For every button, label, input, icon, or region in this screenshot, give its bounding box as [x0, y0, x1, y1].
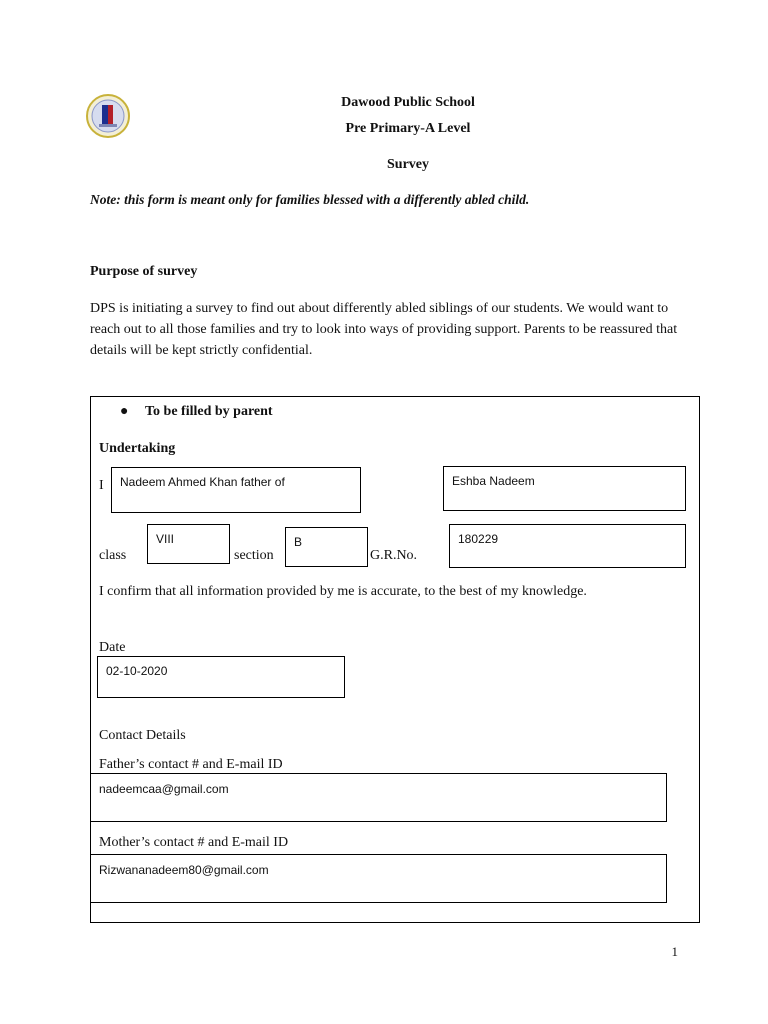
gr-label: G.R.No.	[370, 548, 418, 563]
date-value: 02-10-2020	[106, 664, 168, 678]
mother-contact-field[interactable]	[90, 854, 667, 903]
level-title: Pre Primary-A Level	[345, 121, 471, 136]
mother-contact-value: Rizwananadeem80@gmail.com	[99, 863, 269, 877]
father-contact-label: Father’s contact # and E-mail ID	[99, 757, 283, 772]
father-contact-field[interactable]	[90, 773, 667, 822]
i-label: I	[99, 478, 104, 493]
date-field[interactable]	[97, 656, 345, 698]
section-field[interactable]	[285, 527, 368, 567]
class-value: VIII	[156, 532, 175, 546]
gr-number-value: 180229	[458, 532, 499, 546]
school-name: Dawood Public School	[341, 95, 475, 110]
class-label: class	[99, 548, 127, 563]
doc-type-title: Survey	[387, 157, 429, 172]
page-number: 1	[671, 944, 678, 959]
child-name-value: Eshba Nadeem	[452, 474, 535, 488]
gr-number-field[interactable]	[449, 524, 686, 568]
undertaking-title: Undertaking	[99, 441, 176, 456]
class-field[interactable]	[147, 524, 230, 564]
bullet-icon: ●	[120, 404, 129, 419]
section-label: section	[234, 548, 274, 563]
parent-name-value: Nadeem Ahmed Khan father of	[120, 475, 285, 489]
father-contact-value: nadeemcaa@gmail.com	[99, 782, 229, 796]
purpose-text: DPS is initiating a survey to find out about differently abled siblings of our students. We would want to reach out to all those families and try to look into ways of providing support. Parents to be reassured that details will be kept strictly confidential.	[90, 301, 678, 358]
purpose-title: Purpose of survey	[90, 264, 198, 279]
mother-contact-label: Mother’s contact # and E-mail ID	[99, 835, 289, 850]
confirm-statement: I confirm that all information provided by me is accurate, to the best of my knowledge.	[99, 584, 587, 599]
parent-name-field[interactable]	[111, 467, 361, 513]
section-value: B	[294, 535, 303, 549]
date-label: Date	[99, 640, 126, 655]
contact-details-title: Contact Details	[99, 728, 186, 743]
bullet-heading: To be filled by parent	[145, 404, 273, 419]
form-note: Note: this form is meant only for families blessed with a differently abled child.	[90, 192, 530, 207]
child-name-field[interactable]	[443, 466, 686, 511]
